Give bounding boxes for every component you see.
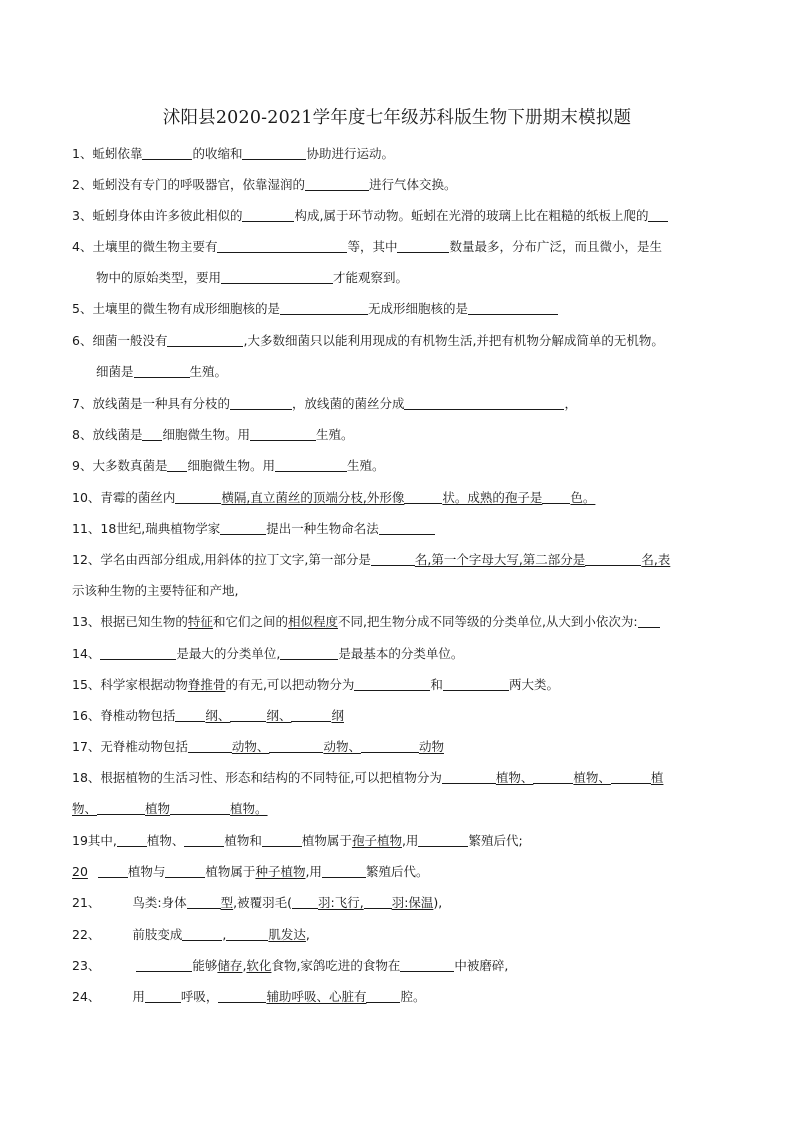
answer-blank[interactable] xyxy=(280,301,368,315)
answer-blank[interactable] xyxy=(217,239,347,253)
question-number: 2、 xyxy=(72,177,93,192)
answer-blank[interactable] xyxy=(468,301,558,315)
question-number: 11、 xyxy=(72,521,101,536)
answer-blank[interactable] xyxy=(220,521,266,535)
question-18-cont: 物、 植物 植物。 xyxy=(72,801,268,816)
answer-blank[interactable] xyxy=(100,646,176,660)
page-title: 沭阳县2020-2021学年度七年级苏科版生物下册期末模拟题 xyxy=(162,108,632,128)
answer-blank[interactable] xyxy=(443,677,509,691)
answer-blank[interactable] xyxy=(322,864,366,878)
answer-blank[interactable] xyxy=(136,958,192,972)
answer-blank[interactable] xyxy=(97,801,145,815)
answer-blank[interactable] xyxy=(361,739,419,753)
question-19: 19其中, 植物、 植物和 植物属于孢子植物,用 繁殖后代; xyxy=(72,833,523,848)
question-number: 24、 xyxy=(72,989,101,1004)
question-number: 22、 xyxy=(72,927,101,942)
question-number: 13、 xyxy=(72,614,101,629)
answer-blank[interactable] xyxy=(175,708,205,722)
answer-blank[interactable] xyxy=(542,490,570,504)
answer-blank[interactable] xyxy=(188,739,232,753)
answer-blank[interactable] xyxy=(533,770,573,784)
question-1: 1、蚯蚓依靠 的收缩和 协助进行运动。 xyxy=(72,146,394,161)
question-24: 24、 用 呼吸， 辅助呼吸、心脏有 腔。 xyxy=(72,989,426,1004)
question-13: 13、根据已知生物的特征和它们之间的相似程度不同,把生物分成不同等级的分类单位,从大到小依次为: xyxy=(72,614,722,630)
question-number: 21、 xyxy=(72,895,101,910)
answer-blank[interactable] xyxy=(142,146,192,160)
answer-blank[interactable] xyxy=(262,833,302,847)
answer-blank[interactable] xyxy=(404,490,442,504)
question-2: 2、蚯蚓没有专门的呼吸器官，依靠湿润的 进行气体交换。 xyxy=(72,177,457,192)
answer-blank[interactable] xyxy=(145,989,181,1003)
question-20: 20 植物与 植物属于种子植物,用 繁殖后代。 xyxy=(72,864,429,879)
answer-blank[interactable] xyxy=(371,552,415,566)
question-number: 9、 xyxy=(72,458,93,473)
answer-blank[interactable] xyxy=(142,427,162,441)
answer-blank[interactable] xyxy=(292,895,318,909)
answer-blank[interactable] xyxy=(226,927,268,941)
answer-blank[interactable] xyxy=(250,427,316,441)
answer-blank[interactable] xyxy=(291,708,331,722)
question-22: 22、 前肢变成 , 肌发达, xyxy=(72,927,310,942)
answer-blank[interactable] xyxy=(117,833,147,847)
question-11: 11、18世纪,瑞典植物学家 提出一种生物命名法 xyxy=(72,521,722,537)
question-12-cont: 示该种生物的主要特征和产地, xyxy=(72,583,239,598)
question-3: 3、蚯蚓身体由许多彼此相似的 构成,属于环节动物。蚯蚓在光滑的玻璃上比在粗糙的纸板上爬的 xyxy=(72,208,722,224)
question-6: 6、细菌一般没有 ,大多数细菌只以能利用现成的有机物生活,并把有机物分解成简单的无机物。 xyxy=(72,333,664,348)
question-15: 15、科学家根据动物脊推骨的有无,可以把动物分为 和 两大类。 xyxy=(72,677,559,692)
question-number: 10、 xyxy=(72,490,101,505)
question-5: 5、土壤里的微生物有成形细胞核的是 无成形细胞核的是 xyxy=(72,301,722,317)
answer-blank[interactable] xyxy=(165,864,205,878)
answer-blank[interactable] xyxy=(184,833,224,847)
question-number: 17、 xyxy=(72,739,101,754)
answer-blank[interactable] xyxy=(442,770,496,784)
question-16: 16、脊椎动物包括 纲、 纲、 纲 xyxy=(72,708,344,723)
question-18: 18、根据植物的生活习性、形态和结构的不同特征,可以把植物分为 植物、 植物、 植 xyxy=(72,770,664,785)
answer-blank[interactable] xyxy=(379,521,435,535)
question-number: 6、 xyxy=(72,333,93,348)
question-17: 17、无脊椎动物包括 动物、 动物、 动物 xyxy=(72,739,444,754)
question-number: 3、 xyxy=(72,208,93,223)
answer-blank[interactable] xyxy=(98,864,128,878)
question-number: 19其中, xyxy=(72,833,117,848)
answer-blank[interactable] xyxy=(134,364,190,378)
answer-blank[interactable] xyxy=(230,708,266,722)
answer-blank[interactable] xyxy=(366,989,400,1003)
question-4-cont: 物中的原始类型，要用 才能观察到。 xyxy=(96,270,409,285)
question-4: 4、土壤里的微生物主要有 等，其中 数量最多，分布广泛，而且微小，是生 xyxy=(72,239,662,254)
answer-blank[interactable] xyxy=(182,927,222,941)
answer-blank[interactable] xyxy=(175,490,221,504)
answer-blank[interactable] xyxy=(242,208,294,222)
answer-blank[interactable] xyxy=(400,958,454,972)
question-8: 8、放线菌是 细胞微生物。用 生殖。 xyxy=(72,427,354,442)
answer-blank[interactable] xyxy=(611,770,651,784)
answer-blank[interactable] xyxy=(170,801,230,815)
question-10: 10、青霉的菌丝内 横隔,直立菌丝的顶端分枝,外形像 状。成熟的孢子是 色。 xyxy=(72,490,596,505)
answer-blank[interactable] xyxy=(364,895,392,909)
question-number: 4、 xyxy=(72,239,93,254)
answer-blank[interactable] xyxy=(397,239,449,253)
answer-blank[interactable] xyxy=(221,270,333,284)
question-12: 12、学名由西部分组成,用斜体的拉丁文字,第一部分是 名,第一个字母大写,第二部分是 名,表 xyxy=(72,552,671,567)
answer-blank[interactable] xyxy=(354,677,430,691)
question-9: 9、大多数真菌是 细胞微生物。用 生殖。 xyxy=(72,458,385,473)
question-21: 21、 鸟类:身体 型,被覆羽毛( 羽:飞行, 羽:保温), xyxy=(72,895,443,910)
answer-blank[interactable] xyxy=(167,458,187,472)
answer-blank[interactable] xyxy=(404,396,564,410)
question-number: 12、 xyxy=(72,552,101,567)
question-number: 20 xyxy=(72,864,88,879)
question-14: 14、 是最大的分类单位, 是最基本的分类单位。 xyxy=(72,646,464,661)
answer-blank[interactable] xyxy=(418,833,468,847)
question-number: 16、 xyxy=(72,708,101,723)
question-number: 18、 xyxy=(72,770,101,785)
question-number: 15、 xyxy=(72,677,101,692)
answer-blank[interactable] xyxy=(585,552,641,566)
answer-blank[interactable] xyxy=(269,739,323,753)
question-23: 23、 能够储存,软化食物,家鸽吃进的食物在 中被磨碎, xyxy=(72,958,509,973)
answer-blank[interactable] xyxy=(280,646,338,660)
answer-blank[interactable] xyxy=(218,989,266,1003)
question-number: 8、 xyxy=(72,427,93,442)
answer-blank[interactable] xyxy=(648,208,668,222)
question-number: 5、 xyxy=(72,301,93,316)
answer-blank[interactable] xyxy=(187,895,221,909)
answer-blank[interactable] xyxy=(638,614,660,628)
answer-blank[interactable] xyxy=(305,177,369,191)
question-number: 23、 xyxy=(72,958,101,973)
question-7: 7、放线菌是一种具有分枝的 ，放线菌的菌丝分成 ， xyxy=(72,396,577,411)
question-number: 14、 xyxy=(72,646,101,661)
answer-blank[interactable] xyxy=(167,333,243,347)
answer-blank[interactable] xyxy=(242,146,306,160)
question-number: 1、 xyxy=(72,146,93,161)
question-6-cont: 细菌是 生殖。 xyxy=(96,364,228,379)
question-number: 7、 xyxy=(72,396,93,411)
answer-blank[interactable] xyxy=(275,458,347,472)
answer-blank[interactable] xyxy=(230,396,292,410)
